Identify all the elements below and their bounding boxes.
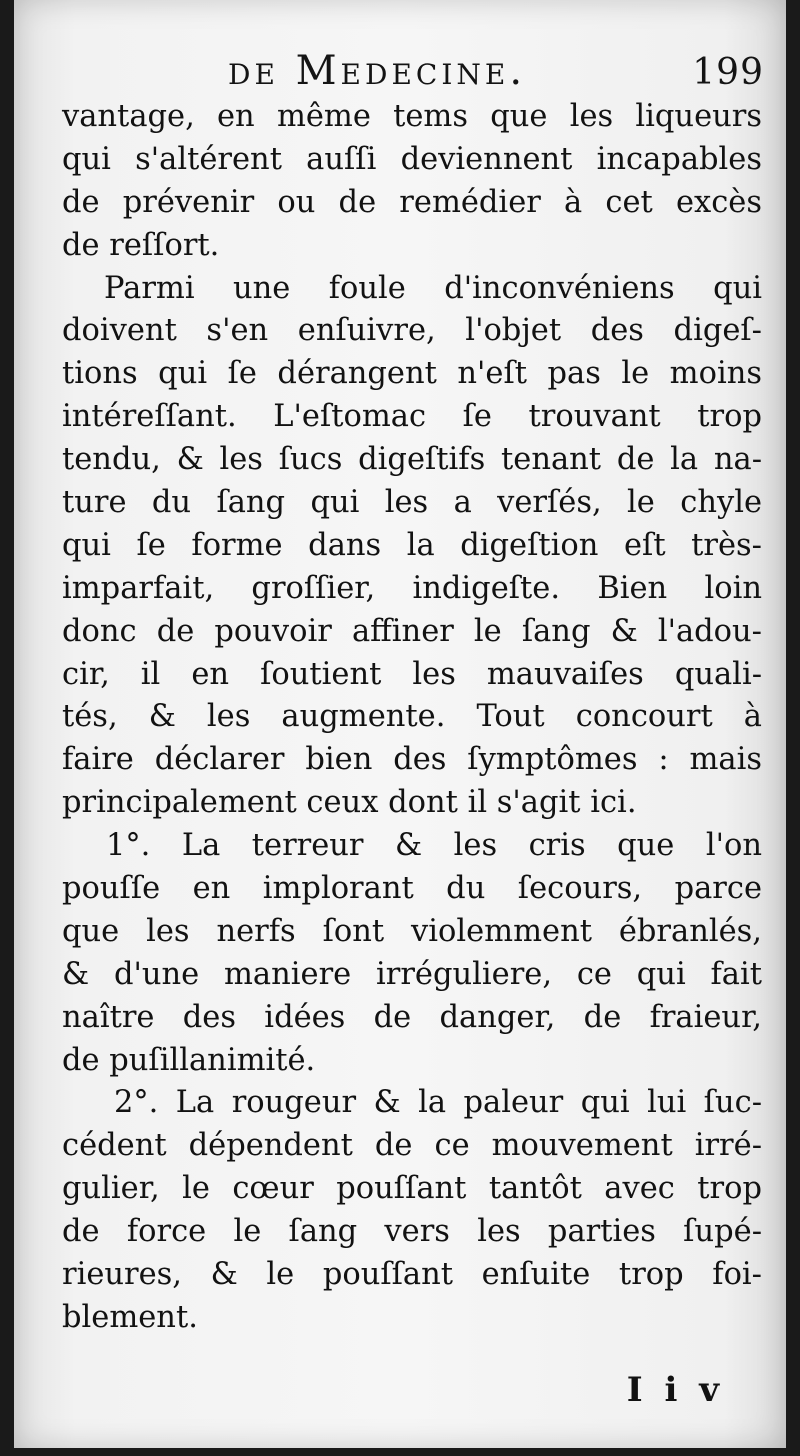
- body-text: [62, 96, 762, 1340]
- running-head-title: de Medecine.: [228, 48, 527, 94]
- text-line: donc de pouvoir affiner le ſang & l'adou-: [62, 613, 762, 649]
- text-line: rieures, & le pouſſant enſuite trop foi-: [62, 1257, 762, 1293]
- text-line: que les nerfs ſont violemment ébranlés,: [62, 913, 762, 949]
- text-line: principalement ceux dont il s'agit ici.: [62, 785, 637, 821]
- text-line: de force le ſang vers les parties ſupé-: [62, 1214, 762, 1250]
- text-line: tions qui ſe dérangent n'eſt pas le moins: [62, 356, 762, 392]
- text-line: doivent s'en enſuivre, l'objet des digeſ-: [62, 313, 762, 349]
- text-line: de reſſort.: [62, 227, 220, 263]
- text-line: qui ſe forme dans la digeſtion eſt très-: [62, 527, 762, 563]
- text-line: cédent dépendent de ce mouvement irré-: [62, 1128, 762, 1164]
- text-line: de prévenir ou de remédier à cet excès: [62, 184, 762, 220]
- text-line: & d'une maniere irréguliere, ce qui fait: [62, 956, 762, 992]
- text-line: pouſſe en implorant du ſecours, parce: [62, 871, 762, 907]
- signature-mark: I i v: [626, 1370, 724, 1410]
- text-line: blement.: [62, 1299, 198, 1335]
- page-number: 199: [692, 52, 764, 93]
- text-line: intéreſſant. L'eſtomac ſe trouvant trop: [62, 399, 762, 435]
- text-line: Parmi une foule d'inconvéniens qui: [104, 270, 762, 306]
- text-line: gulier, le cœur pouſſant tantôt avec trop: [62, 1171, 762, 1207]
- text-line: naître des idées de danger, de fraieur,: [62, 999, 762, 1035]
- text-line: faire déclarer bien des ſymptômes : mais: [62, 742, 762, 778]
- text-line: imparfait, groſſier, indigeſte. Bien loin: [62, 570, 762, 606]
- text-line: cir, il en ſoutient les mauvaiſes quali-: [62, 656, 762, 692]
- text-line: de puſillanimité.: [62, 1042, 316, 1078]
- text-line: 2°. La rougeur & la paleur qui lui ſuc-: [114, 1085, 762, 1121]
- text-line: tendu, & les ſucs digeſtifs tenant de la na-: [62, 442, 762, 478]
- text-line: ture du ſang qui les a verſés, le chyle: [62, 485, 762, 521]
- text-line: qui s'altérent auſſi deviennent incapables: [62, 141, 762, 177]
- running-head: [0, 48, 800, 98]
- text-line: tés, & les augmente. Tout concourt à: [62, 699, 762, 735]
- text-line: 1°. La terreur & les cris que l'on: [106, 828, 762, 864]
- text-line: vantage, en même tems que les liqueurs: [62, 99, 762, 134]
